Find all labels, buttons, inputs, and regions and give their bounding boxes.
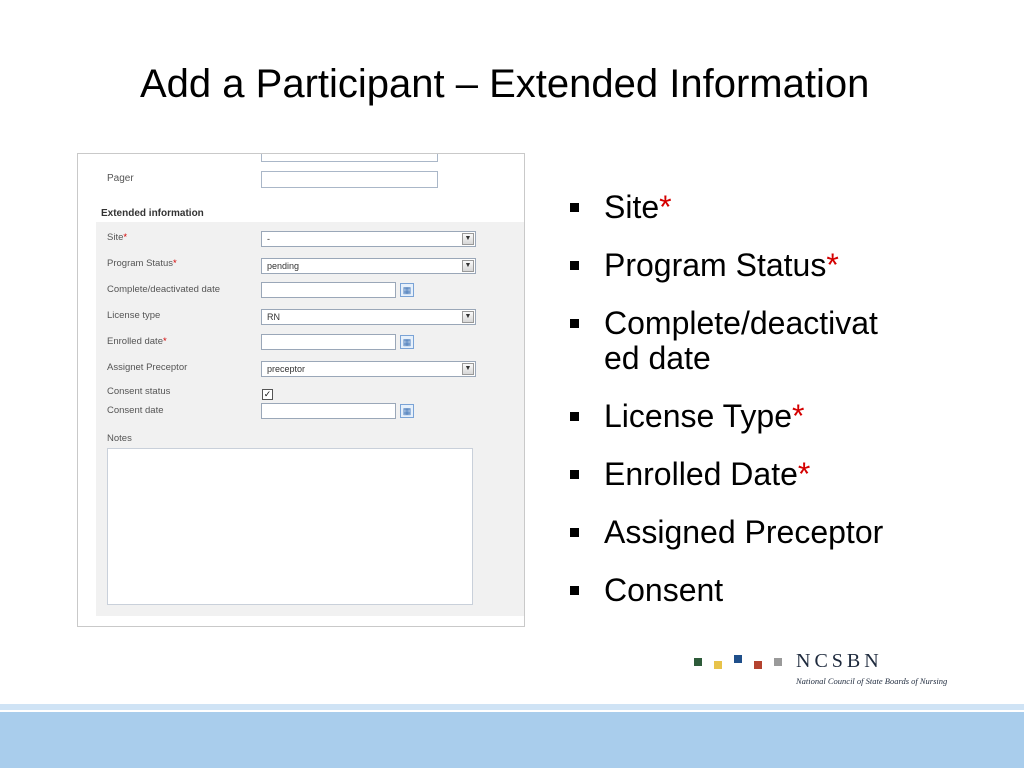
logo-square [714,661,722,669]
chevron-down-icon[interactable]: ▼ [462,311,474,323]
program-status-select[interactable] [261,258,476,274]
bullet-item: License Type* [566,399,996,434]
pager-input[interactable] [261,171,438,188]
logo-square [694,658,702,666]
bullet-item: Complete/deactivat ed date [566,306,996,376]
form-top-row [78,154,524,196]
logo-square [734,655,742,663]
logo-square [754,661,762,669]
cellphone-input[interactable] [261,153,438,162]
license-type-label: License type [107,310,161,321]
license-type-value: RN [267,312,280,322]
enrolled-date-label: Enrolled date* [107,336,167,347]
consent-date-input[interactable] [261,403,396,419]
ncsbn-logo [694,652,984,692]
calendar-icon[interactable]: ▦ [400,404,414,418]
chevron-down-icon[interactable]: ▼ [462,260,474,272]
license-type-select[interactable] [261,309,476,325]
logo-square [774,658,782,666]
square-bullet-icon [570,203,579,212]
calendar-icon[interactable]: ▦ [400,335,414,349]
consent-status-label: Consent status [107,386,171,397]
preceptor-value: preceptor [267,364,306,374]
calendar-icon[interactable]: ▦ [400,283,414,297]
enrolled-date-input[interactable] [261,334,396,350]
chevron-down-icon[interactable]: ▼ [462,233,474,245]
program-status-value: pending [267,261,300,271]
square-bullet-icon [570,412,579,421]
program-status-label: Program Status* [107,258,177,269]
notes-textarea[interactable] [107,448,473,605]
bullet-item: Consent [566,573,996,608]
square-bullet-icon [570,470,579,479]
bullet-item: Site* [566,190,996,225]
bullet-item: Program Status* [566,248,996,283]
consent-status-checkbox[interactable]: ✓ [263,389,272,399]
slide-title: Add a Participant – Extended Information [140,62,870,106]
consent-date-label: Consent date [107,405,164,416]
form-screenshot [77,153,525,627]
logo-name: NCSBN [796,650,883,672]
bullet-list [566,190,996,631]
square-bullet-icon [570,261,579,270]
preceptor-label: Assignet Preceptor [107,362,188,373]
section-heading: Extended information [101,208,204,219]
logo-tagline: National Council of State Boards of Nursing [796,676,948,686]
bullet-item: Enrolled Date* [566,457,996,492]
notes-label: Notes [107,433,132,444]
complete-date-input[interactable] [261,282,396,298]
footer-band [0,712,1024,768]
site-select-value: - [267,234,270,244]
square-bullet-icon [570,319,579,328]
site-select[interactable] [261,231,476,247]
footer-band-line [0,704,1024,710]
chevron-down-icon[interactable]: ▼ [462,363,474,375]
pager-label: Pager [107,173,134,184]
preceptor-select[interactable] [261,361,476,377]
bullet-item: Assigned Preceptor [566,515,996,550]
square-bullet-icon [570,528,579,537]
square-bullet-icon [570,586,579,595]
site-label: Site* [107,232,128,243]
complete-date-label: Complete/deactivated date [107,284,221,295]
